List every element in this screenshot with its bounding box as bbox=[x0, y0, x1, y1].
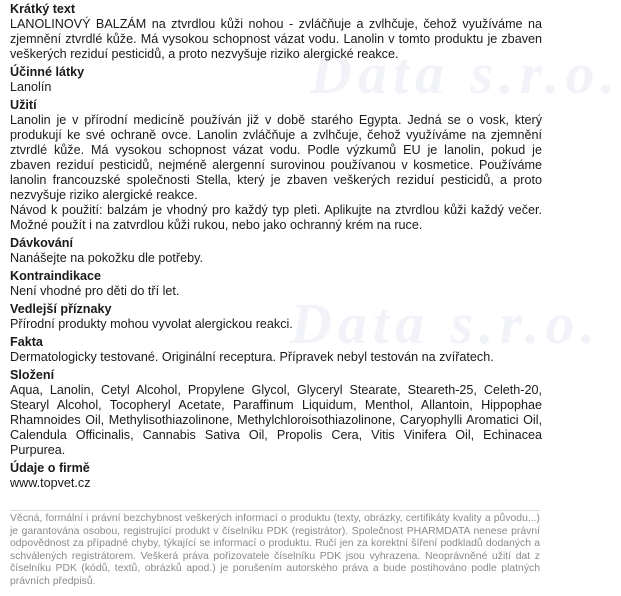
watermark: Data s.r.o. bbox=[290, 291, 601, 356]
section bbox=[10, 368, 542, 458]
section-text: www.topvet.cz bbox=[10, 476, 91, 490]
section-heading: Složení bbox=[10, 368, 55, 382]
section bbox=[10, 98, 542, 233]
section-text: Lanolin je v přírodní medicíně používán již v době starého Egypta. Jedná se o vosk, který produkují ke své ochraně ovce. Lanolin zvláčňuje a zvlhčuje, čehož využíváme na zjemnění ztvrdlé kůže. Má vysokou schopnost vázat vodu. Podle výzkumů EU je lanolin, pokud je zbaven reziduí pesticidů, nejméně alergenní surovinou používanou v kosmetice. Používáme lanolin francouzské společnosti Stella, který je zbaven veškerých reziduí pesticidů, a proto nezvyšuje riziko alergické reakce. bbox=[10, 113, 542, 202]
section-text: LANOLINOVÝ BALZÁM na ztvrdlou kůži nohou - zvláčňuje a zvlhčuje, čehož využíváme na zjemnění ztvrdlé kůže. Má vysokou schopnost vázat vodu. Lanolin v tomto produktu je zbaven veškerých reziduí pesticidů, a proto nezvyšuje riziko alergické reakce. bbox=[10, 17, 542, 61]
section-text: Návod k použití: balzám je vhodný pro každý typ pleti. Aplikujte na ztvrdlou kůži každý večer. Možné použít i na zatvrdlou kůži rukou, nebo jako ochranný krém na ruce. bbox=[10, 203, 542, 232]
section-text: Nanášejte na pokožku dle potřeby. bbox=[10, 251, 203, 265]
section-text: Aqua, Lanolin, Cetyl Alcohol, Propylene Glycol, Glyceryl Stearate, Steareth-25, Celeth-20, Stearyl Alcohol, Tocopheryl Acetate, Paraffinum Liquidum, Menthol, Allantoin, Hippophae Rhamnoides Oil, Methylisothiazolinone, Methylchloroisothiazolinone, Caryophylli Aromatici Oil, Calendula Officinalis, Cannabis Sativa Oil, Propolis Cera, Vitis Vinifera Oil, Echinacea Purpurea. bbox=[10, 383, 542, 457]
section bbox=[10, 65, 542, 95]
section-heading: Užití bbox=[10, 98, 37, 112]
section bbox=[10, 302, 542, 332]
section-heading: Fakta bbox=[10, 335, 43, 349]
section bbox=[10, 335, 542, 365]
section-heading: Údaje o firmě bbox=[10, 461, 90, 475]
section-heading: Dávkování bbox=[10, 236, 73, 250]
section-text: Dermatologicky testované. Originální receptura. Přípravek nebyl testován na zvířatech. bbox=[10, 350, 494, 364]
section bbox=[10, 236, 542, 266]
section-text: Přírodní produkty mohou vyvolat alergickou reakci. bbox=[10, 317, 293, 331]
section-heading: Účinné látky bbox=[10, 65, 85, 79]
section-heading: Vedlejší příznaky bbox=[10, 302, 112, 316]
section bbox=[10, 269, 542, 299]
section bbox=[10, 2, 542, 62]
disclaimer: Věcná, formální i právní bezchybnost veškerých informací o produktu (texty, obrázky, certifikáty kvality a původu...) je garantována osobou, registrující produkt v číselníku PDK (registrátor). Společnost PHARMDATA nenese právní odpovědnost za případné chyby, týkající se informací o produktu. Ručí jen za korektní šíření podkladů dodaných a schválených registrátorem. Veškerá práva pořizovatele číselníku PDK jsou vyhrazena. Neoprávněné užití dat z číselníku PDK (kódů, textů, obrázků apod.) je porušením autorského práva a bude postihováno podle platných právních předpisů. bbox=[10, 510, 540, 589]
section bbox=[10, 461, 542, 491]
product-info bbox=[10, 2, 542, 491]
watermark: Data s.r.o. bbox=[310, 41, 621, 106]
section-text: Není vhodné pro děti do tří let. bbox=[10, 284, 180, 298]
section-heading: Kontraindikace bbox=[10, 269, 101, 283]
section-heading: Krátký text bbox=[10, 2, 76, 16]
section-text: Lanolín bbox=[10, 80, 52, 94]
